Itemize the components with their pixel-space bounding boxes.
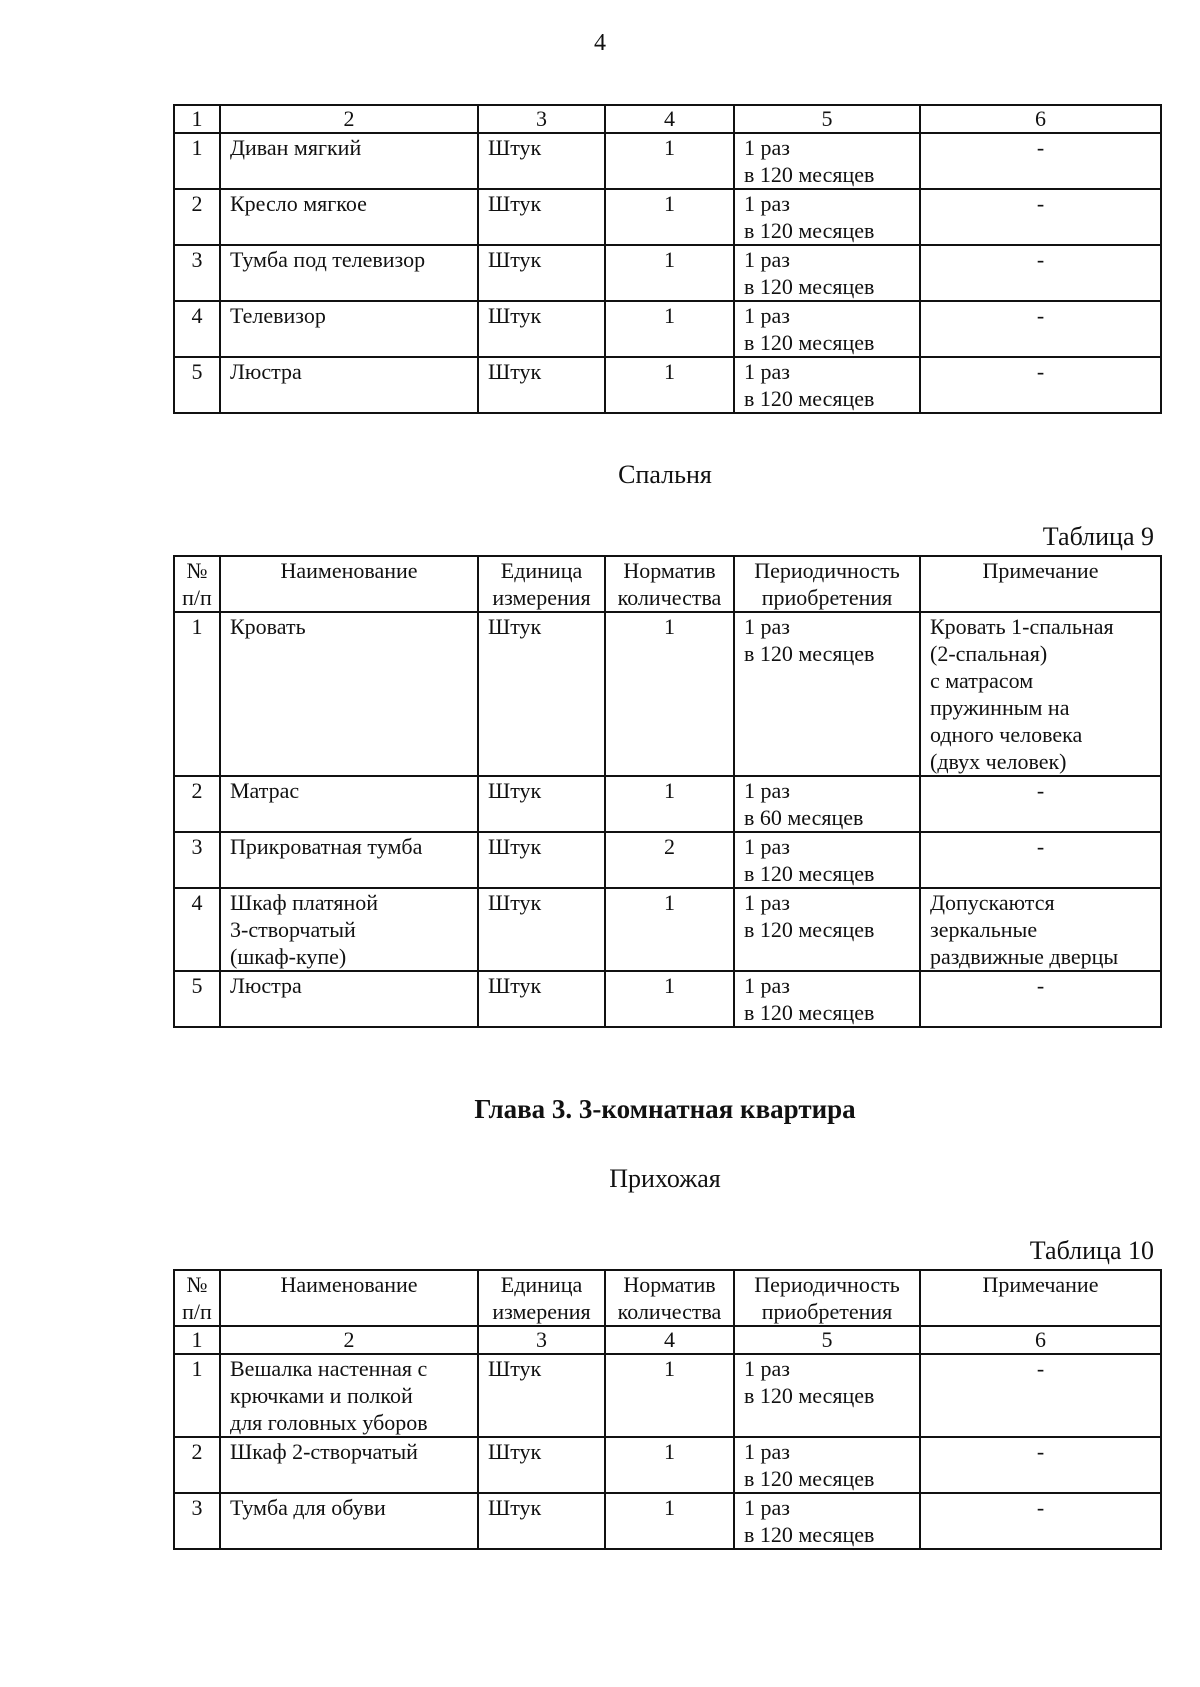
item-unit: Штук bbox=[478, 189, 605, 245]
item-quantity: 1 bbox=[605, 776, 734, 832]
column-header: Периодичность приобретения bbox=[734, 556, 920, 612]
row-number: 1 bbox=[174, 612, 220, 776]
column-header: Примечание bbox=[920, 1270, 1161, 1326]
item-unit: Штук bbox=[478, 832, 605, 888]
table-header-row bbox=[174, 1270, 1161, 1326]
column-number: 4 bbox=[605, 105, 734, 133]
item-name: Диван мягкий bbox=[220, 133, 478, 189]
column-number: 1 bbox=[174, 1326, 220, 1354]
item-name: Шкаф 2-створчатый bbox=[220, 1437, 478, 1493]
column-number: 3 bbox=[478, 105, 605, 133]
item-unit: Штук bbox=[478, 1437, 605, 1493]
item-note: - bbox=[920, 1493, 1161, 1549]
item-unit: Штук bbox=[478, 888, 605, 971]
item-note: - bbox=[920, 189, 1161, 245]
table-9-label: Таблица 9 bbox=[1042, 522, 1154, 551]
item-quantity: 1 bbox=[605, 245, 734, 301]
page-number: 4 bbox=[594, 30, 606, 56]
item-period: 1 раз в 120 месяцев bbox=[734, 1437, 920, 1493]
column-header: Периодичность приобретения bbox=[734, 1270, 920, 1326]
item-unit: Штук bbox=[478, 971, 605, 1027]
item-period: 1 раз в 120 месяцев bbox=[734, 1493, 920, 1549]
item-quantity: 1 bbox=[605, 888, 734, 971]
item-name: Тумба для обуви bbox=[220, 1493, 478, 1549]
item-name: Тумба под телевизор bbox=[220, 245, 478, 301]
item-unit: Штук bbox=[478, 357, 605, 413]
chapter-title: Глава 3. 3-комнатная квартира bbox=[474, 1094, 856, 1124]
table-10-label: Таблица 10 bbox=[1029, 1236, 1154, 1265]
table-row bbox=[174, 832, 1161, 888]
column-number: 3 bbox=[478, 1326, 605, 1354]
item-quantity: 1 bbox=[605, 301, 734, 357]
row-number: 3 bbox=[174, 832, 220, 888]
item-period: 1 раз в 120 месяцев bbox=[734, 888, 920, 971]
table-row bbox=[174, 1493, 1161, 1549]
row-number: 3 bbox=[174, 1493, 220, 1549]
section-heading-hallway: Прихожая bbox=[609, 1164, 721, 1193]
item-unit: Штук bbox=[478, 1354, 605, 1437]
row-number: 5 bbox=[174, 971, 220, 1027]
hallway-table bbox=[173, 1269, 1162, 1550]
item-name: Шкаф платяной 3-створчатый (шкаф-купе) bbox=[220, 888, 478, 971]
item-quantity: 2 bbox=[605, 832, 734, 888]
table-row bbox=[174, 357, 1161, 413]
column-number: 2 bbox=[220, 1326, 478, 1354]
row-number: 3 bbox=[174, 245, 220, 301]
table-row bbox=[174, 612, 1161, 776]
section-heading-bedroom: Спальня bbox=[618, 460, 712, 489]
item-name: Вешалка настенная с крючками и полкой для головных уборов bbox=[220, 1354, 478, 1437]
item-quantity: 1 bbox=[605, 612, 734, 776]
row-number: 2 bbox=[174, 189, 220, 245]
item-note: - bbox=[920, 133, 1161, 189]
item-quantity: 1 bbox=[605, 1437, 734, 1493]
table-row bbox=[174, 133, 1161, 189]
item-period: 1 раз в 120 месяцев bbox=[734, 245, 920, 301]
item-name: Прикроватная тумба bbox=[220, 832, 478, 888]
item-unit: Штук bbox=[478, 133, 605, 189]
column-number: 5 bbox=[734, 1326, 920, 1354]
column-number: 6 bbox=[920, 105, 1161, 133]
row-number: 1 bbox=[174, 1354, 220, 1437]
column-number: 5 bbox=[734, 105, 920, 133]
item-note: - bbox=[920, 301, 1161, 357]
living-room-table-continued bbox=[173, 104, 1162, 414]
item-note: - bbox=[920, 1437, 1161, 1493]
item-unit: Штук bbox=[478, 612, 605, 776]
table-row bbox=[174, 776, 1161, 832]
item-quantity: 1 bbox=[605, 1354, 734, 1437]
item-unit: Штук bbox=[478, 776, 605, 832]
table-header-row bbox=[174, 556, 1161, 612]
column-header: Единица измерения bbox=[478, 556, 605, 612]
item-name: Люстра bbox=[220, 971, 478, 1027]
table-row bbox=[174, 245, 1161, 301]
item-note: - bbox=[920, 357, 1161, 413]
item-period: 1 раз в 120 месяцев bbox=[734, 832, 920, 888]
column-header: Норматив количества bbox=[605, 1270, 734, 1326]
item-note: Кровать 1-спальная (2-спальная) с матрасом пружинным на одного человека (двух человек) bbox=[920, 612, 1161, 776]
item-period: 1 раз в 120 месяцев bbox=[734, 971, 920, 1027]
column-number-row bbox=[174, 105, 1161, 133]
item-period: 1 раз в 60 месяцев bbox=[734, 776, 920, 832]
table-row bbox=[174, 888, 1161, 971]
bedroom-table bbox=[173, 555, 1162, 1028]
table-row bbox=[174, 301, 1161, 357]
item-note: - bbox=[920, 776, 1161, 832]
table-row bbox=[174, 1437, 1161, 1493]
row-number: 4 bbox=[174, 301, 220, 357]
column-number: 2 bbox=[220, 105, 478, 133]
item-name: Кресло мягкое bbox=[220, 189, 478, 245]
item-quantity: 1 bbox=[605, 1493, 734, 1549]
item-period: 1 раз в 120 месяцев bbox=[734, 1354, 920, 1437]
column-header: Наименование bbox=[220, 556, 478, 612]
item-note: - bbox=[920, 971, 1161, 1027]
column-number: 1 bbox=[174, 105, 220, 133]
item-note: - bbox=[920, 832, 1161, 888]
item-period: 1 раз в 120 месяцев bbox=[734, 133, 920, 189]
item-period: 1 раз в 120 месяцев bbox=[734, 189, 920, 245]
column-header: Примечание bbox=[920, 556, 1161, 612]
column-number: 6 bbox=[920, 1326, 1161, 1354]
row-number: 5 bbox=[174, 357, 220, 413]
row-number: 2 bbox=[174, 776, 220, 832]
column-header: Наименование bbox=[220, 1270, 478, 1326]
table-row bbox=[174, 971, 1161, 1027]
item-unit: Штук bbox=[478, 301, 605, 357]
column-header: Норматив количества bbox=[605, 556, 734, 612]
item-period: 1 раз в 120 месяцев bbox=[734, 301, 920, 357]
row-number: 4 bbox=[174, 888, 220, 971]
item-note: Допускаются зеркальные раздвижные дверцы bbox=[920, 888, 1161, 971]
item-quantity: 1 bbox=[605, 971, 734, 1027]
column-header: № п/п bbox=[174, 556, 220, 612]
column-header: № п/п bbox=[174, 1270, 220, 1326]
item-note: - bbox=[920, 1354, 1161, 1437]
item-name: Кровать bbox=[220, 612, 478, 776]
column-number: 4 bbox=[605, 1326, 734, 1354]
item-period: 1 раз в 120 месяцев bbox=[734, 357, 920, 413]
item-quantity: 1 bbox=[605, 133, 734, 189]
row-number: 1 bbox=[174, 133, 220, 189]
item-period: 1 раз в 120 месяцев bbox=[734, 612, 920, 776]
row-number: 2 bbox=[174, 1437, 220, 1493]
column-header: Единица измерения bbox=[478, 1270, 605, 1326]
item-note: - bbox=[920, 245, 1161, 301]
item-unit: Штук bbox=[478, 245, 605, 301]
item-quantity: 1 bbox=[605, 189, 734, 245]
table-row bbox=[174, 1354, 1161, 1437]
item-name: Телевизор bbox=[220, 301, 478, 357]
item-name: Матрас bbox=[220, 776, 478, 832]
item-unit: Штук bbox=[478, 1493, 605, 1549]
item-quantity: 1 bbox=[605, 357, 734, 413]
item-name: Люстра bbox=[220, 357, 478, 413]
table-row bbox=[174, 189, 1161, 245]
column-number-row bbox=[174, 1326, 1161, 1354]
